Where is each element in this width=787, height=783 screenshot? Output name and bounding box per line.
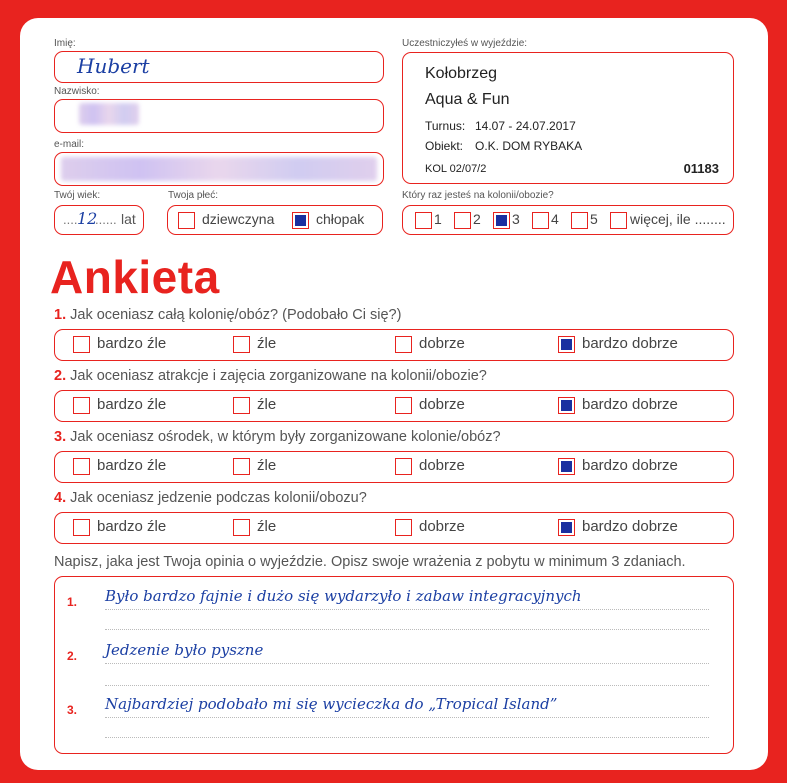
name-field[interactable] — [54, 51, 384, 83]
question-1-option-1-checkbox[interactable] — [73, 336, 90, 353]
trip-label: Uczestniczyłeś w wyjeździe: — [402, 38, 528, 49]
answer-2-line-2 — [105, 685, 709, 686]
question-2-number: 2. — [54, 368, 67, 384]
times-1-label: 1 — [434, 211, 442, 227]
times-more-label: więcej, ile ........ — [630, 211, 726, 227]
question-1-options — [54, 329, 734, 361]
question-4-option-2-label: źle — [257, 518, 277, 535]
question-2-option-3-checkbox[interactable] — [395, 397, 412, 414]
question-4-option-3-checkbox[interactable] — [395, 519, 412, 536]
gender-girl-label: dziewczyna — [202, 211, 275, 227]
question-1-label: Jak oceniasz całą kolonię/obóz? (Podobało Ci się?) — [70, 307, 402, 323]
question-2-option-4-checkbox[interactable] — [558, 397, 575, 414]
trip-program: Aqua & Fun — [425, 91, 510, 108]
trip-city: Kołobrzeg — [425, 65, 498, 82]
question-1-text — [54, 307, 401, 323]
email-label: e-mail: — [54, 139, 85, 150]
gender-boy-checkbox[interactable] — [292, 212, 309, 229]
question-4-option-4-label: bardzo dobrze — [582, 518, 678, 535]
question-3-text — [54, 429, 501, 445]
question-1-option-2-label: źle — [257, 335, 277, 352]
question-1-option-1-label: bardzo źle — [97, 335, 167, 352]
answer-1-text: Było bardzo fajnie i dużo się wydarzyło i zabaw integracyjnych — [105, 587, 582, 605]
times-4-label: 4 — [551, 211, 559, 227]
question-3-option-2-label: źle — [257, 457, 277, 474]
opinion-box[interactable] — [54, 576, 734, 754]
obiekt-label: Obiekt: — [425, 139, 464, 153]
trip-code: KOL 02/07/2 — [425, 163, 487, 175]
trip-info-box — [402, 52, 734, 184]
question-3-number: 3. — [54, 429, 67, 445]
age-label: Twój wiek: — [54, 190, 101, 201]
answer-2-number: 2. — [67, 649, 78, 663]
obiekt-value: O.K. DOM RYBAKA — [475, 139, 583, 153]
answer-1-number: 1. — [67, 595, 78, 609]
question-2-option-2-label: źle — [257, 396, 277, 413]
times-3-checkbox[interactable] — [493, 212, 510, 229]
question-4-option-4-checkbox[interactable] — [558, 519, 575, 536]
question-4-text — [54, 490, 367, 506]
question-4-option-3-label: dobrze — [419, 518, 465, 535]
turnus-value: 14.07 - 24.07.2017 — [475, 119, 576, 133]
question-2-option-3-label: dobrze — [419, 396, 465, 413]
email-redaction — [61, 157, 377, 181]
answer-1-line — [105, 609, 709, 610]
question-3-option-3-label: dobrze — [419, 457, 465, 474]
question-3-option-3-checkbox[interactable] — [395, 458, 412, 475]
times-5-checkbox[interactable] — [571, 212, 588, 229]
age-unit: lat — [121, 211, 136, 227]
question-2-text — [54, 368, 487, 384]
times-4-checkbox[interactable] — [532, 212, 549, 229]
question-1-option-2-checkbox[interactable] — [233, 336, 250, 353]
survey-title: Ankieta — [50, 251, 220, 303]
surname-label: Nazwisko: — [54, 86, 100, 97]
question-3-label: Jak oceniasz ośrodek, w którym były zorganizowane kolonie/obóz? — [70, 429, 501, 445]
question-3-options — [54, 451, 734, 483]
question-1-number: 1. — [54, 307, 67, 323]
survey-sheet — [20, 18, 768, 770]
question-4-options — [54, 512, 734, 544]
surname-redaction — [79, 103, 139, 125]
answer-2-line — [105, 663, 709, 664]
email-field[interactable] — [54, 152, 384, 186]
opinion-prompt: Napisz, jaka jest Twoja opinia o wyjeździe. Opisz swoje wrażenia z pobytu w minimum 3 zdaniach. — [54, 554, 686, 570]
question-1-option-3-checkbox[interactable] — [395, 336, 412, 353]
gender-label: Twoja płeć: — [168, 190, 219, 201]
question-2-option-4-label: bardzo dobrze — [582, 396, 678, 413]
times-5-label: 5 — [590, 211, 598, 227]
question-2-label: Jak oceniasz atrakcje i zajęcia zorganizowane na kolonii/obozie? — [70, 368, 487, 384]
question-4-option-2-checkbox[interactable] — [233, 519, 250, 536]
question-2-options — [54, 390, 734, 422]
times-1-checkbox[interactable] — [415, 212, 432, 229]
gender-group — [167, 205, 383, 235]
answer-3-number: 3. — [67, 703, 78, 717]
question-2-option-1-checkbox[interactable] — [73, 397, 90, 414]
question-4-number: 4. — [54, 490, 67, 506]
question-2-option-2-checkbox[interactable] — [233, 397, 250, 414]
question-1-option-4-checkbox[interactable] — [558, 336, 575, 353]
times-3-label: 3 — [512, 211, 520, 227]
times-2-checkbox[interactable] — [454, 212, 471, 229]
question-4-label: Jak oceniasz jedzenie podczas kolonii/obozu? — [70, 490, 367, 506]
question-3-option-2-checkbox[interactable] — [233, 458, 250, 475]
surname-field[interactable] — [54, 99, 384, 133]
times-more-checkbox[interactable] — [610, 212, 627, 229]
question-1-option-3-label: dobrze — [419, 335, 465, 352]
question-4-option-1-label: bardzo źle — [97, 518, 167, 535]
question-2-option-1-label: bardzo źle — [97, 396, 167, 413]
question-4-option-1-checkbox[interactable] — [73, 519, 90, 536]
gender-boy-label: chłopak — [316, 211, 365, 227]
times-group — [402, 205, 734, 235]
question-3-option-4-label: bardzo dobrze — [582, 457, 678, 474]
answer-3-line-2 — [105, 737, 709, 738]
age-field[interactable]: .... 12 ...... lat — [54, 205, 144, 235]
age-value: 12 — [77, 209, 98, 228]
question-3-option-1-checkbox[interactable] — [73, 458, 90, 475]
answer-3-line — [105, 717, 709, 718]
question-3-option-4-checkbox[interactable] — [558, 458, 575, 475]
question-1-option-4-label: bardzo dobrze — [582, 335, 678, 352]
gender-girl-checkbox[interactable] — [178, 212, 195, 229]
name-value: Hubert — [77, 54, 150, 78]
answer-3-text: Najbardziej podobało mi się wycieczka do „Tropical Island” — [105, 695, 558, 713]
name-label: Imię: — [54, 38, 76, 49]
times-2-label: 2 — [473, 211, 481, 227]
answer-1-line-2 — [105, 629, 709, 630]
question-3-option-1-label: bardzo źle — [97, 457, 167, 474]
turnus-label: Turnus: — [425, 119, 466, 133]
trip-number: 01183 — [683, 161, 719, 176]
answer-2-text: Jedzenie było pyszne — [105, 641, 264, 659]
times-label: Który raz jesteś na kolonii/obozie? — [402, 190, 554, 201]
